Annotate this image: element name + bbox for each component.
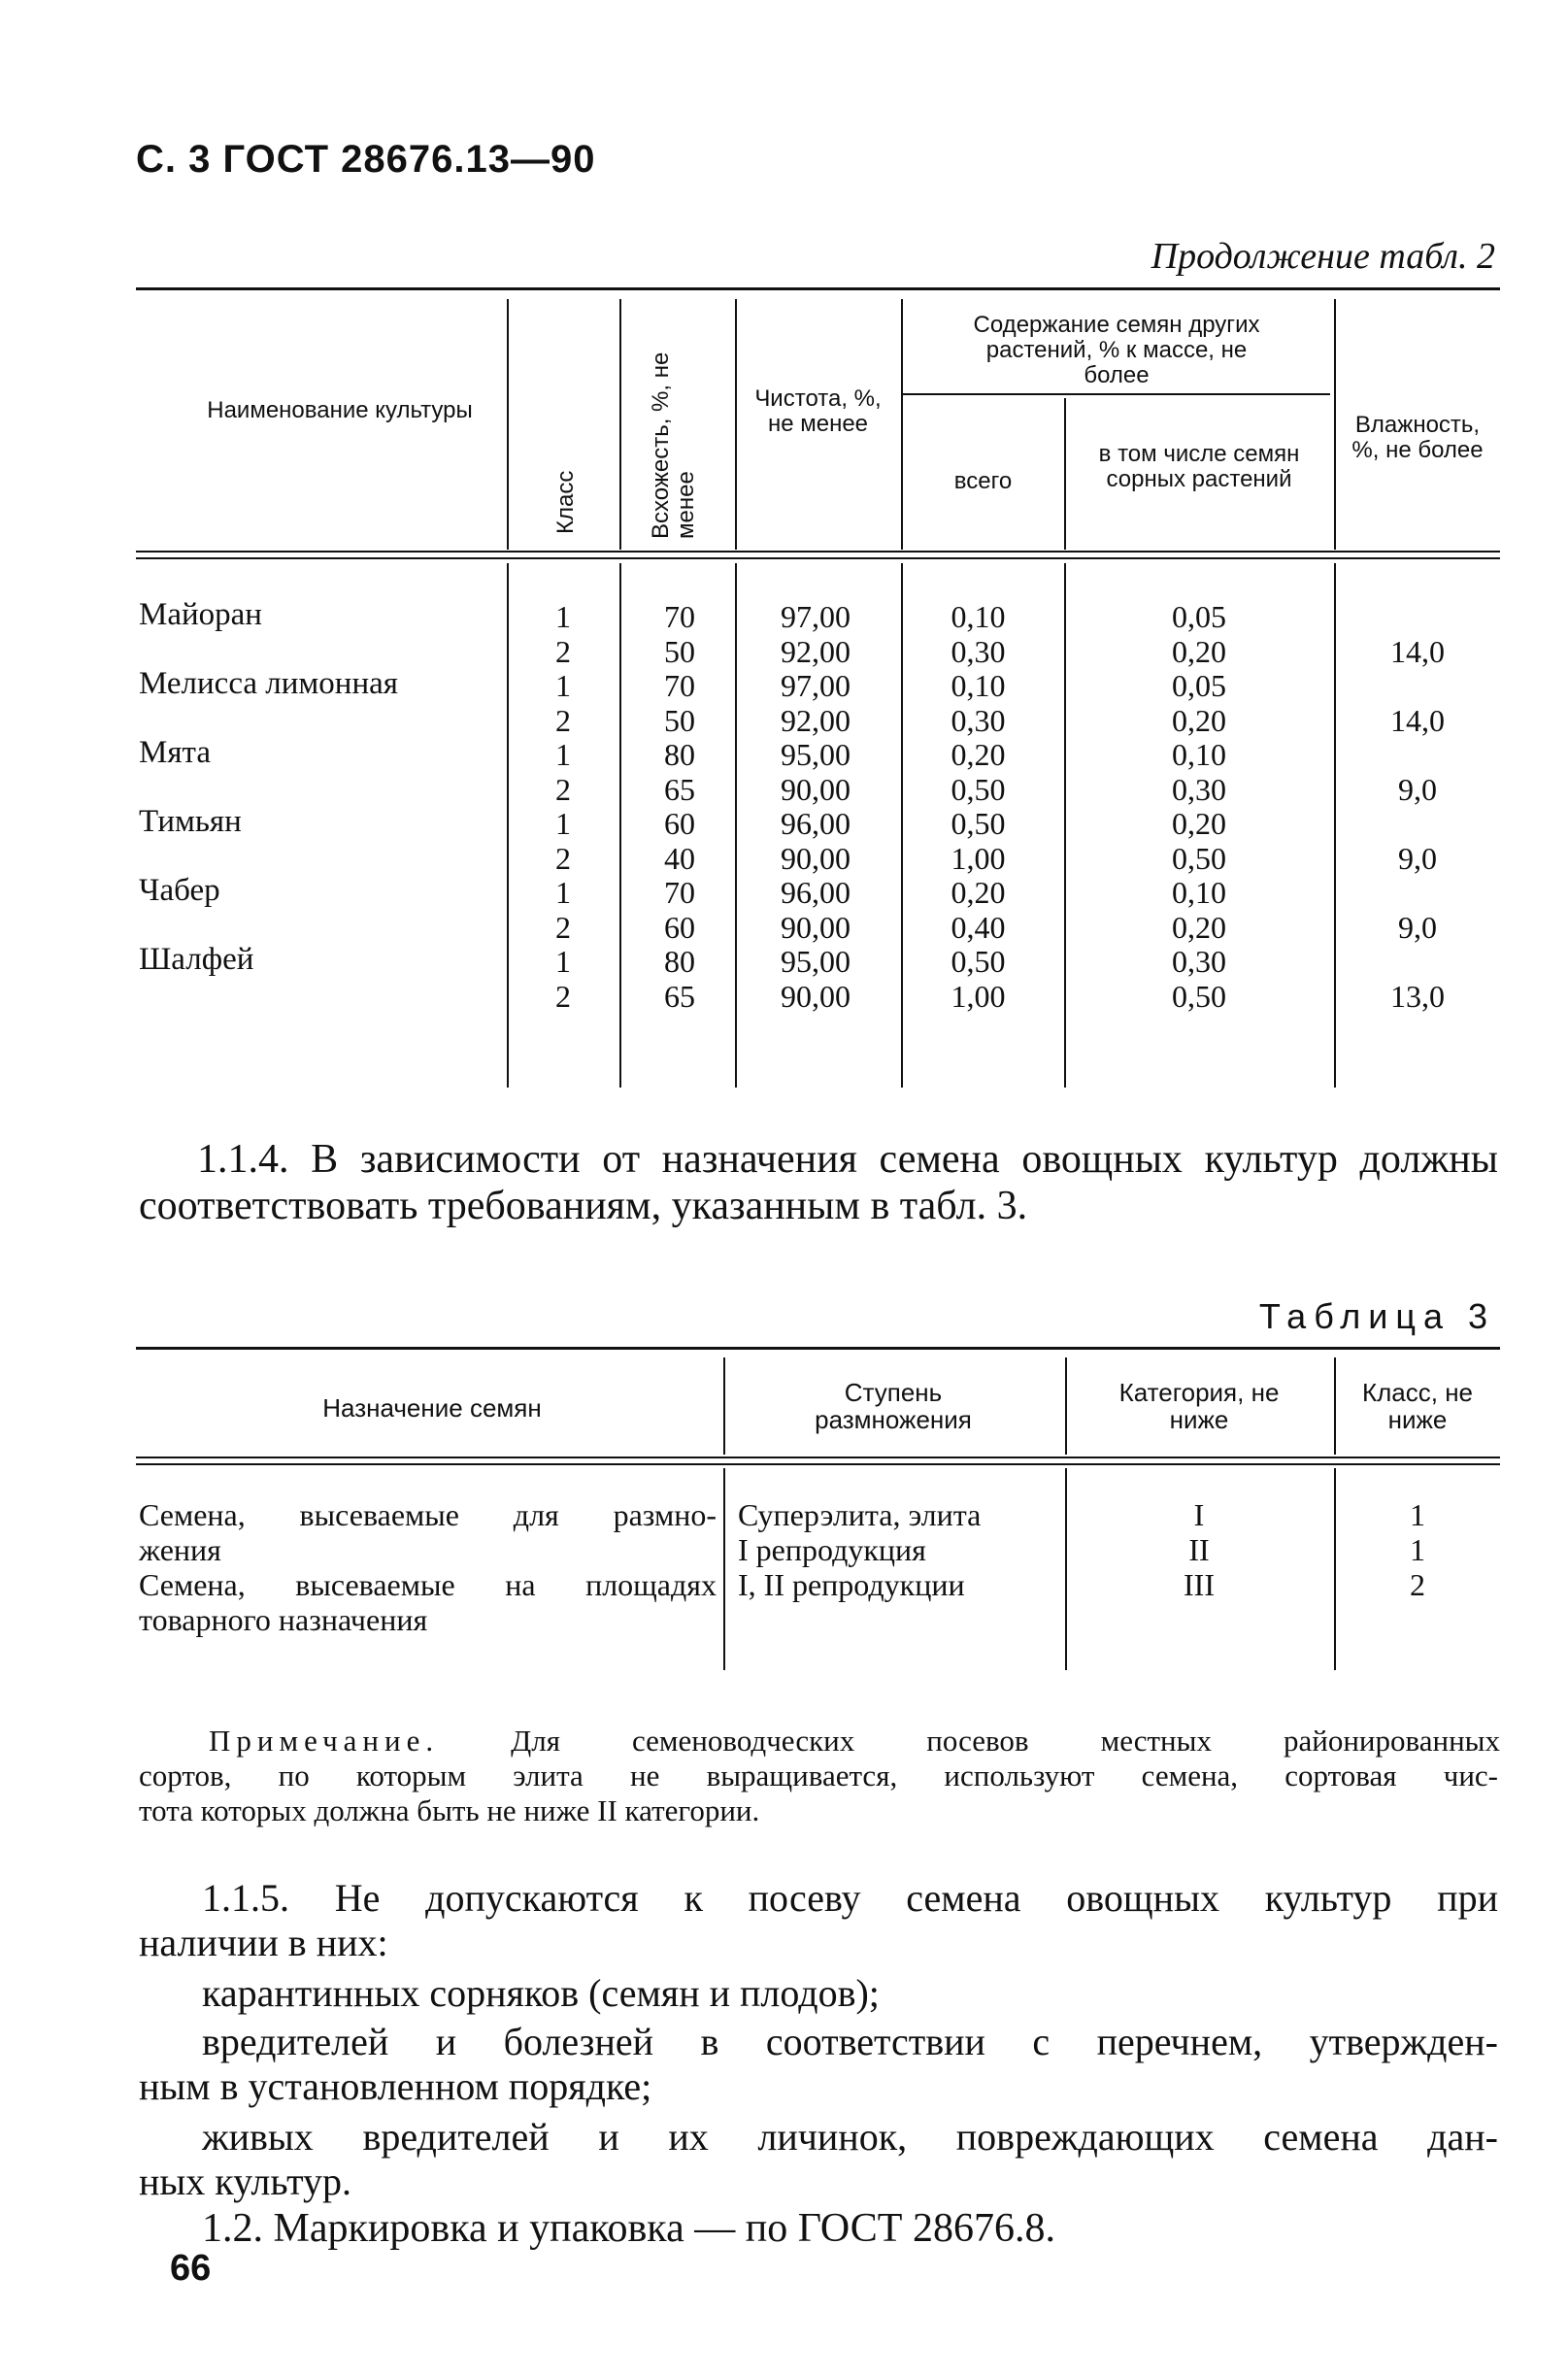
header-class-min: Класс, не ниже [1361,1378,1474,1434]
purity-value: 90,00 [781,771,851,807]
header-category: Категория, не ниже [1118,1378,1280,1434]
purity-value: 97,00 [781,599,851,634]
page-number: 66 [170,2248,212,2289]
total-value: 0,50 [951,771,1006,807]
class-value: 1 [555,875,571,910]
class-value: 2 [555,840,571,876]
class-value: 1 [555,737,571,772]
total-column [917,600,1039,1014]
list-item: карантинных сорняков (семян и плодов); [202,1971,880,2015]
germination-value: 60 [664,909,695,945]
header-stage: Ступень размножения [815,1378,972,1434]
total-value: 0,50 [951,806,1006,841]
section-1-1-5-line-2: наличии в них: [139,1921,388,1964]
crop-name: Майоран [139,597,262,632]
weeds-value: 0,10 [1172,737,1226,772]
moisture-value: 14,0 [1390,634,1445,669]
total-value: 0,40 [951,909,1006,945]
germination-value: 60 [664,806,695,841]
category-value: II [1188,1532,1210,1567]
purity-value: 95,00 [781,737,851,772]
crop-name: Мята [139,735,211,770]
moisture-value: 13,0 [1390,979,1445,1014]
note-label: Примечание. [209,1724,440,1758]
class-value: 2 [555,978,571,1014]
class-value: 1 [555,806,571,841]
total-value: 0,20 [951,875,1006,910]
purpose-line: жения [139,1532,221,1567]
class-value: 2 [555,909,571,945]
germination-value: 80 [664,944,695,979]
class-min-column [1345,1497,1490,1602]
crop-name-column [139,598,398,1012]
list-item-continued: ным в установленном порядке; [139,2064,652,2108]
purity-column [752,600,879,1014]
total-value: 0,10 [951,668,1006,703]
header-crop-name: Наименование культуры [207,397,473,423]
weeds-value: 0,30 [1172,771,1226,807]
crop-name: Шалфей [139,942,254,977]
category-value: I [1193,1497,1205,1532]
germination-value: 65 [664,978,695,1014]
table-2-header-rule-1 [136,551,1500,553]
weeds-value: 0,50 [1172,978,1226,1014]
weeds-value: 0,20 [1172,702,1226,738]
moisture-value: 14,0 [1390,703,1445,738]
note-line-1: Примечание. Для семеноводческих посевов местных районированных [209,1724,1500,1758]
purity-value: 90,00 [781,978,851,1014]
header-germination: Всхожесть, %, не менее [648,352,699,539]
purity-value: 95,00 [781,944,851,979]
total-value: 0,30 [951,702,1006,738]
weeds-value: 0,20 [1172,909,1226,945]
weeds-value: 0,50 [1172,840,1226,876]
germination-value: 50 [664,702,695,738]
stage-value: I репродукция [738,1532,926,1567]
stage-column [738,1497,1058,1602]
table-2-header-rule-2 [136,557,1500,559]
germination-value: 70 [664,668,695,703]
header-total: всего [953,468,1013,494]
moisture-column [1359,618,1476,1031]
total-value: 0,10 [951,599,1006,634]
total-value: 0,50 [951,944,1006,979]
weeds-column [1126,600,1272,1014]
purity-value: 96,00 [781,806,851,841]
weeds-value: 0,20 [1172,633,1226,669]
moisture-value: 9,0 [1398,910,1437,945]
note-line-3: тота которых должна быть не ниже II категории. [139,1793,760,1827]
stage-value: I, II репродукции [738,1567,965,1602]
purity-value: 97,00 [781,668,851,703]
weeds-value: 0,30 [1172,944,1226,979]
purpose-line: Семена, высеваемые для размно- [139,1497,717,1532]
class-min-value: 1 [1410,1532,1425,1567]
table-2-top-rule [136,287,1500,290]
table-continuation-label: Продолжение табл. 2 [1151,236,1495,277]
section-1-1-4: 1.1.4. В зависимости от назначения семена овощных культур должны соответствовать требованиям, указанным в табл. 3. [139,1137,1498,1228]
class-value: 1 [555,668,571,703]
purity-value: 90,00 [781,909,851,945]
table-3-title: Таблица 3 [1258,1296,1495,1336]
moisture-value: 9,0 [1398,772,1437,807]
total-value: 1,00 [951,978,1006,1014]
purity-value: 90,00 [781,840,851,876]
category-column [1078,1497,1320,1602]
crop-name: Мелисса лимонная [139,666,398,701]
header-purity: Чистота, %, не менее [754,385,882,437]
list-item: живых вредителей и их личинок, повреждающих семена дан- [202,2115,1498,2159]
section-1-1-5-line-1: 1.1.5. Не допускаются к посеву семена овощных культур при [202,1876,1498,1920]
total-value: 1,00 [951,840,1006,876]
weeds-value: 0,05 [1172,599,1226,634]
table-2-subheader-rule [903,393,1330,395]
germination-column [641,600,718,1014]
header-other-seeds: Содержание семян других растений, % к массе, не более [973,312,1260,388]
germination-value: 50 [664,633,695,669]
header-weeds: в том числе семян сорных растений [1098,441,1300,492]
header-moisture: Влажность, %, не более [1351,412,1484,463]
crop-name: Тимьян [139,804,242,839]
germination-value: 40 [664,840,695,876]
purity-value: 96,00 [781,875,851,910]
purpose-column [139,1497,717,1637]
purpose-line: Семена, высеваемые на площадях [139,1567,717,1602]
category-value: III [1184,1567,1215,1602]
germination-value: 70 [664,599,695,634]
total-value: 0,20 [951,737,1006,772]
weeds-value: 0,05 [1172,668,1226,703]
list-item: вредителей и болезней в соответствии с перечнем, утвержден- [202,2020,1498,2063]
purpose-line: товарного назначения [139,1602,428,1637]
class-column [534,600,592,1014]
crop-name: Чабер [139,873,220,908]
class-value: 2 [555,633,571,669]
class-value: 1 [555,599,571,634]
header-class: Класс [552,470,579,534]
purity-value: 92,00 [781,702,851,738]
germination-value: 80 [664,737,695,772]
class-value: 1 [555,944,571,979]
class-value: 2 [555,771,571,807]
class-min-value: 2 [1410,1567,1425,1602]
germination-value: 65 [664,771,695,807]
class-min-value: 1 [1410,1497,1425,1532]
header-purpose: Назначение семян [322,1393,542,1423]
note-line-2: сортов, по которым элита не выращивается, используют семена, сортовая чис- [139,1758,1498,1792]
stage-value: Суперэлита, элита [738,1497,982,1532]
purity-value: 92,00 [781,633,851,669]
class-value: 2 [555,702,571,738]
moisture-value: 9,0 [1398,841,1437,876]
germination-value: 70 [664,875,695,910]
weeds-value: 0,20 [1172,806,1226,841]
page-header: С. 3 ГОСТ 28676.13—90 [136,138,596,181]
total-value: 0,30 [951,633,1006,669]
section-1-2: 1.2. Маркировка и упаковка — по ГОСТ 28676.8. [202,2206,1055,2251]
weeds-value: 0,10 [1172,875,1226,910]
list-item-continued: ных культур. [139,2160,352,2203]
